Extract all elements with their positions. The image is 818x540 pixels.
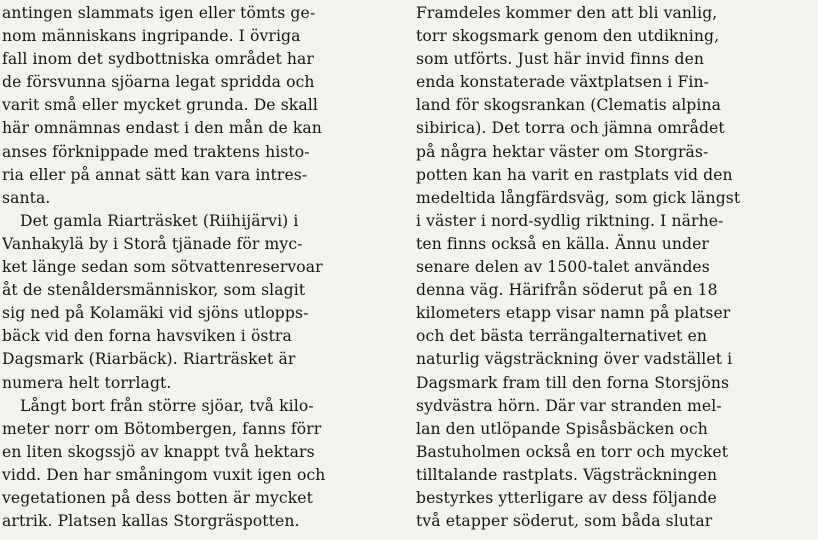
text-line: lan den utlöpande Spisåsbäcken och (416, 419, 708, 438)
text-line: och det bästa terrängalternativet en (416, 327, 708, 346)
text-line: Dagsmark fram till den forna Storsjöns (416, 373, 730, 392)
text-line: Bastuholmen också en torr och mycket (416, 442, 729, 461)
text-line: medeltida långfärdsväg, som gick längst (416, 188, 741, 207)
text-line: Framdeles kommer den att bli vanlig, (416, 4, 718, 22)
text-line: bäck vid den forna havsviken i östra (2, 327, 292, 346)
text-line: tilltalande rastplats. Vägsträckningen (416, 465, 718, 484)
text-line: fall inom det sydbottniska området har (2, 50, 314, 69)
text-line: som utförts. Just här invid finns den (416, 50, 705, 69)
right-text-column (416, 2, 818, 533)
text-line: torr skogsmark genom den utdikning, (416, 27, 720, 46)
text-line: Det gamla Riarträsket (Riihijärvi) i (20, 211, 299, 230)
text-line: numera helt torrlagt. (2, 373, 172, 392)
text-line: senare delen av 1500-talet användes (416, 258, 710, 277)
text-line: vidd. Den har småningom vuxit igen och (2, 465, 326, 484)
text-line: sig ned på Kolamäki vid sjöns utlopps- (2, 304, 309, 323)
text-line: ten finns också en källa. Ännu under (416, 234, 709, 253)
text-line: potten kan ha varit en rastplats vid den (416, 165, 733, 184)
text-line: nom människans ingripande. I övriga (2, 27, 301, 46)
text-line: på några hektar väster om Storgräs- (416, 142, 709, 161)
text-line: Långt bort från större sjöar, två kilo- (20, 396, 314, 415)
text-line: antingen slammats igen eller tömts ge- (2, 4, 316, 22)
text-line: ria eller på annat sätt kan vara intres- (2, 165, 308, 184)
text-line: de försvunna sjöarna legat spridda och (2, 73, 315, 92)
text-line: vegetationen på dess botten är mycket (2, 488, 313, 507)
text-line: meter norr om Bötombergen, fanns förr (2, 419, 322, 438)
text-line: åt de stenåldersmänniskor, som slagit (2, 281, 306, 300)
text-line: santa. (2, 188, 51, 207)
text-line: bestyrkes ytterligare av dess följande (416, 488, 717, 507)
text-line: artrik. Platsen kallas Storgräspotten. (2, 512, 300, 531)
text-line: anses förknippade med traktens histo- (2, 142, 310, 161)
text-line: i väster i nord-sydlig riktning. I närhe- (416, 211, 724, 230)
text-line: Dagsmark (Riarbäck). Riarträsket är (2, 350, 296, 369)
left-text-column (2, 2, 388, 533)
text-line: denna väg. Härifrån söderut på en 18 (416, 281, 718, 300)
text-line: naturlig vägsträckning över vadstället i (416, 350, 733, 369)
text-line: Vanhakylä by i Storå tjänade för myc- (2, 234, 303, 253)
text-line: två etapper söderut, som båda slutar (416, 512, 713, 531)
text-line: varit små eller mycket grunda. De skall (2, 96, 318, 115)
text-line: enda konstaterade växtplatsen i Fin- (416, 73, 709, 92)
text-line: ket länge sedan som sötvattenreservoar (2, 258, 323, 277)
text-line: kilometers etapp visar namn på platser (416, 304, 731, 323)
text-line: en liten skogssjö av knappt två hektars (2, 442, 315, 461)
text-line: här omnämnas endast i den mån de kan (2, 119, 322, 138)
text-line: sibirica). Det torra och jämna området (416, 119, 725, 138)
text-line: land för skogsrankan (Clematis alpina (416, 96, 722, 115)
text-line: sydvästra hörn. Där var stranden mel- (416, 396, 722, 415)
